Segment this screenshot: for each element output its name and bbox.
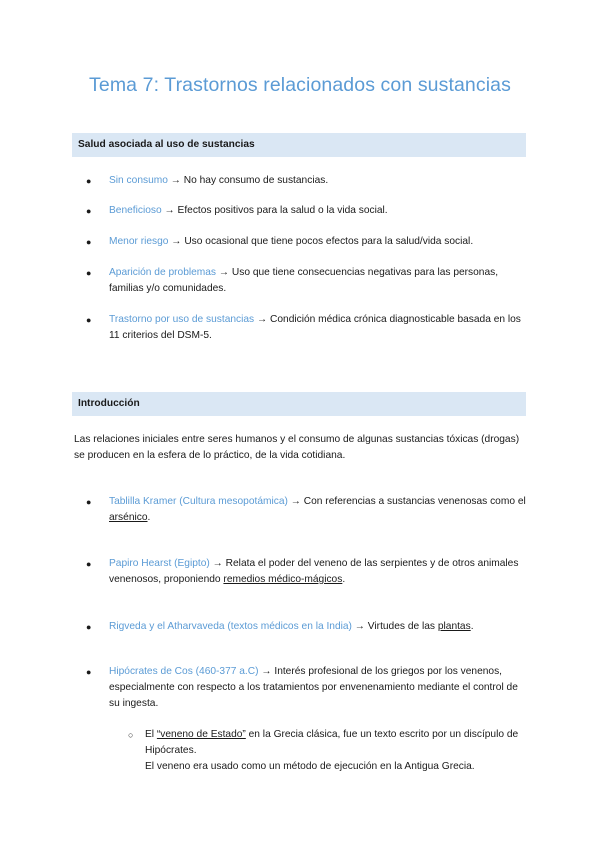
arrow: → bbox=[161, 205, 178, 216]
item-desc: Uso ocasional que tiene pocos efectos para la salud/vida social. bbox=[184, 236, 474, 247]
item-tail: . bbox=[147, 512, 151, 523]
bullet-icon: ● bbox=[86, 176, 92, 186]
sub-bullet-icon: ○ bbox=[128, 730, 134, 740]
list-item bbox=[86, 203, 526, 219]
bullet-icon: ● bbox=[86, 559, 92, 569]
sub-pre: El bbox=[145, 729, 157, 740]
sub-list-item bbox=[128, 727, 528, 775]
page-title: Tema 7: Trastornos relacionados con sustancias bbox=[89, 74, 511, 96]
item-desc: Condición médica crónica diagnosticable basada en los 11 criterios del DSM-5. bbox=[109, 314, 521, 341]
item-term: Beneficioso bbox=[109, 205, 162, 216]
underlined-term: arsénico bbox=[109, 512, 148, 523]
list-item bbox=[86, 556, 526, 588]
item-desc: Efectos positivos para la salud o la vida social. bbox=[177, 205, 388, 216]
item-term: Tablilla Kramer (Cultura mesopotámica) bbox=[109, 496, 288, 507]
item-desc: Interés profesional de los griegos por los venenos, especialmente con respecto a los tratamientos por envenenamiento mediante el control de su ingesta. bbox=[109, 666, 518, 709]
item-tail: . bbox=[342, 574, 346, 585]
item-desc: Uso que tiene consecuencias negativas para las personas, familias y/o comunidades. bbox=[109, 267, 499, 294]
intro-paragraph: Las relaciones iniciales entre seres humanos y el consumo de algunas sustancias tóxicas (drogas) se producen en la esfera de lo práctico, de la vida cotidiana. bbox=[74, 434, 520, 461]
arrow: → bbox=[216, 267, 232, 278]
bullet-icon: ● bbox=[86, 268, 92, 278]
item-desc: Relata el poder del veneno de las serpientes y de otros animales venenosos, proponiendo bbox=[109, 558, 519, 585]
list-item bbox=[86, 664, 526, 712]
list-item bbox=[86, 234, 526, 250]
item-tail: . bbox=[470, 621, 474, 632]
item-term: Hipócrates de Cos (460-377 a.C) bbox=[109, 666, 259, 677]
list-item bbox=[86, 494, 526, 526]
bullet-icon: ● bbox=[86, 206, 92, 216]
arrow: → bbox=[209, 558, 226, 569]
item-term: Papiro Hearst (Egipto) bbox=[109, 558, 210, 569]
arrow: → bbox=[287, 496, 304, 507]
item-desc: Virtudes de las bbox=[367, 621, 438, 632]
bullet-icon: ● bbox=[86, 315, 92, 325]
item-term: Menor riesgo bbox=[109, 236, 169, 247]
bullet-icon: ● bbox=[86, 237, 92, 247]
bullet-icon: ● bbox=[86, 622, 92, 632]
sub-post: en la Grecia clásica, fue un texto escrito por un discípulo de Hipócrates. bbox=[145, 729, 519, 756]
bullet-icon: ● bbox=[86, 667, 92, 677]
bullet-icon: ● bbox=[86, 497, 92, 507]
section-heading-introduccion: Introducción bbox=[72, 392, 526, 416]
list-item bbox=[86, 173, 526, 189]
underlined-term: remedios médico-mágicos bbox=[223, 574, 343, 585]
arrow: → bbox=[167, 175, 184, 186]
item-term: Rigveda y el Atharvaveda (textos médicos en la India) bbox=[109, 621, 352, 632]
item-term: Sin consumo bbox=[109, 175, 168, 186]
arrow: → bbox=[351, 621, 368, 632]
arrow: → bbox=[258, 666, 275, 677]
list-item bbox=[86, 619, 526, 635]
list-item bbox=[86, 312, 526, 344]
section-heading-salud: Salud asociada al uso de sustancias bbox=[72, 133, 526, 157]
arrow: → bbox=[254, 314, 271, 325]
item-term: Trastorno por uso de sustancias bbox=[109, 314, 255, 325]
underlined-term: plantas bbox=[437, 621, 471, 632]
sub-line2: El veneno era usado como un método de ejecución en la Antigua Grecia. bbox=[145, 761, 475, 772]
item-desc: Con referencias a sustancias venenosas como el bbox=[303, 496, 526, 507]
underlined-term: “veneno de Estado” bbox=[156, 729, 246, 740]
arrow: → bbox=[168, 236, 185, 247]
item-desc: No hay consumo de sustancias. bbox=[183, 175, 329, 186]
list-item bbox=[86, 265, 526, 297]
item-term: Aparición de problemas bbox=[109, 267, 217, 278]
